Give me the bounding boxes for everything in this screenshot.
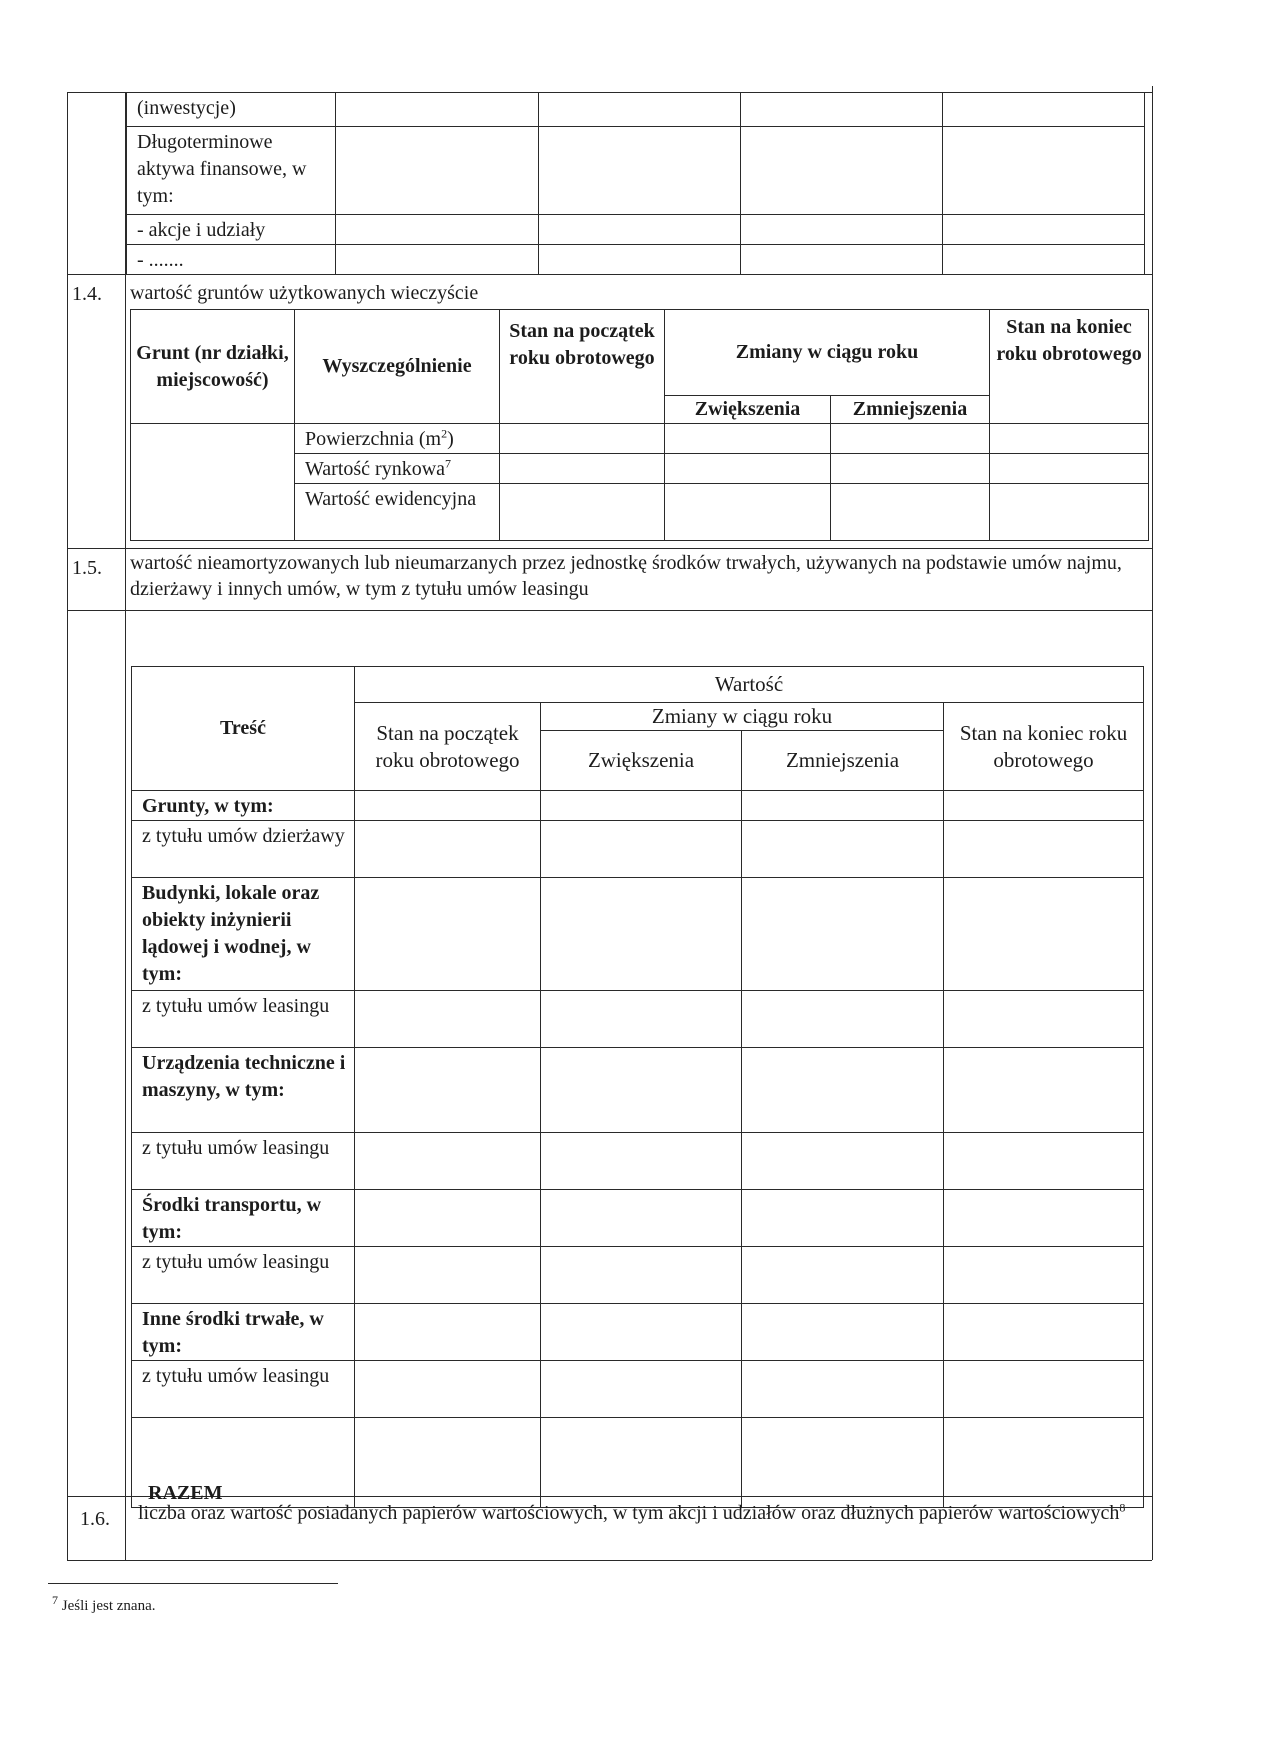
value-cell bbox=[541, 1247, 742, 1304]
header-grunt: Grunt (nr działki, miejscowość) bbox=[131, 310, 295, 424]
header-wyszczegolnienie: Wyszczególnienie bbox=[295, 310, 500, 424]
value-cell bbox=[742, 821, 944, 878]
land-cell bbox=[990, 424, 1149, 454]
value-cell bbox=[944, 1190, 1144, 1247]
value-cell bbox=[541, 1048, 742, 1133]
row-powierzchnia-sup: 2 bbox=[441, 426, 448, 441]
frame-bottom-line bbox=[67, 1560, 1152, 1561]
value-cell bbox=[944, 1418, 1144, 1508]
row-label: Inne środki trwałe, w tym: bbox=[132, 1304, 355, 1361]
land-cell bbox=[831, 424, 990, 454]
value-cell bbox=[944, 1247, 1144, 1304]
top-cell bbox=[336, 93, 539, 127]
row-label: Urządzenia techniczne i maszyny, w tym: bbox=[132, 1048, 355, 1133]
value-cell bbox=[355, 1190, 541, 1247]
value-cell bbox=[541, 1304, 742, 1361]
value-cell bbox=[944, 1361, 1144, 1418]
value-cell bbox=[355, 878, 541, 991]
value-cell bbox=[742, 991, 944, 1048]
top-cell bbox=[741, 245, 943, 275]
value-cell bbox=[944, 878, 1144, 991]
header-zwiekszenia: Zwiększenia bbox=[541, 731, 742, 791]
top-cell bbox=[943, 93, 1145, 127]
footnote bbox=[52, 1593, 156, 1615]
footnote-mark: 7 bbox=[52, 1593, 58, 1607]
value-cell bbox=[742, 878, 944, 991]
value-cell bbox=[944, 991, 1144, 1048]
row-label: Budynki, lokale oraz obiekty inżynierii lądowej i wodnej, w tym: bbox=[132, 878, 355, 991]
header-zmiany: Zmiany w ciągu roku bbox=[541, 703, 944, 731]
land-cell bbox=[500, 424, 665, 454]
value-cell bbox=[742, 1048, 944, 1133]
header-zmniejszenia: Zmniejszenia bbox=[831, 396, 990, 424]
header-zmiany: Zmiany w ciągu roku bbox=[665, 310, 990, 396]
value-cell bbox=[355, 1361, 541, 1418]
footnote-separator bbox=[48, 1583, 338, 1584]
row-wartosc-ewidencyjna: Wartość ewidencyjna bbox=[295, 484, 500, 541]
land-cell bbox=[665, 484, 831, 541]
top-cell bbox=[336, 215, 539, 245]
section-title: wartość gruntów użytkowanych wieczyście bbox=[130, 282, 479, 304]
top-row-label: - ....... bbox=[127, 245, 336, 275]
row-label: Grunty, w tym: bbox=[132, 791, 355, 821]
header-stan-poczatek: Stan na początek roku obrotowego bbox=[355, 703, 541, 791]
land-cell bbox=[500, 454, 665, 484]
value-cell bbox=[541, 1361, 742, 1418]
row-label: z tytułu umów leasingu bbox=[132, 1361, 355, 1418]
value-cell bbox=[742, 791, 944, 821]
header-stan-koniec: Stan na koniec roku obrotowego bbox=[944, 703, 1144, 791]
header-zmniejszenia: Zmniejszenia bbox=[742, 731, 944, 791]
row-wartosc-rynkowa-text: Wartość rynkowa bbox=[305, 458, 446, 480]
left-frame-line bbox=[67, 92, 68, 1560]
row-wartosc-rynkowa bbox=[295, 454, 500, 484]
land-cell bbox=[831, 484, 990, 541]
land-cell bbox=[665, 454, 831, 484]
row-powierzchnia bbox=[295, 424, 500, 454]
land-cell bbox=[665, 424, 831, 454]
section-number: 1.5. bbox=[72, 557, 102, 579]
value-cell bbox=[541, 821, 742, 878]
value-cell bbox=[355, 791, 541, 821]
section-title: wartość nieamortyzowanych lub nieumarzanych przez jednostkę środków trwałych, używanych na podstawie umów najmu, dzierżawy i innych umów, w tym z tytułu umów leasingu bbox=[130, 552, 1122, 600]
right-frame-line bbox=[1152, 86, 1153, 1560]
value-cell bbox=[541, 1190, 742, 1247]
value-cell bbox=[541, 878, 742, 991]
top-cell bbox=[741, 93, 943, 127]
land-table bbox=[130, 309, 1149, 541]
row-label: z tytułu umów leasingu bbox=[132, 991, 355, 1048]
header-stan-poczatek: Stan na początek roku obrotowego bbox=[500, 310, 665, 424]
land-cell bbox=[500, 484, 665, 541]
header-tresc: Treść bbox=[132, 667, 355, 791]
header-zwiekszenia: Zwiększenia bbox=[665, 396, 831, 424]
value-cell bbox=[944, 791, 1144, 821]
value-cell bbox=[541, 991, 742, 1048]
value-cell bbox=[355, 1304, 541, 1361]
value-cell bbox=[742, 1190, 944, 1247]
top-cell bbox=[539, 127, 741, 215]
top-cell bbox=[336, 245, 539, 275]
grunt-cell bbox=[131, 424, 295, 541]
value-cell bbox=[944, 1048, 1144, 1133]
num-col-line bbox=[125, 92, 126, 1560]
land-cell bbox=[831, 454, 990, 484]
top-cell bbox=[943, 215, 1145, 245]
value-cell bbox=[355, 821, 541, 878]
top-cell bbox=[943, 245, 1145, 275]
value-cell bbox=[742, 1304, 944, 1361]
section-number: 1.4. bbox=[72, 283, 102, 305]
row-powierzchnia-text: Powierzchnia (m bbox=[305, 428, 442, 450]
value-cell bbox=[742, 1418, 944, 1508]
top-cell bbox=[943, 127, 1145, 215]
value-cell bbox=[541, 1418, 742, 1508]
top-cell bbox=[741, 215, 943, 245]
row-label: z tytułu umów leasingu bbox=[132, 1133, 355, 1190]
section-number: 1.6. bbox=[80, 1508, 110, 1530]
top-row-label: Długoterminowe aktywa finansowe, w tym: bbox=[127, 127, 336, 215]
value-cell bbox=[355, 991, 541, 1048]
section-title bbox=[138, 1500, 1138, 1526]
value-cell bbox=[742, 1361, 944, 1418]
row-wartosc-rynkowa-sup: 7 bbox=[445, 456, 452, 471]
frame-line-15 bbox=[67, 548, 1152, 549]
top-cell bbox=[539, 245, 741, 275]
fixed-assets-table bbox=[131, 666, 1144, 1508]
row-label-razem: RAZEM bbox=[132, 1418, 355, 1508]
top-cell bbox=[741, 127, 943, 215]
header-wartosc: Wartość bbox=[355, 667, 1144, 703]
land-cell bbox=[990, 454, 1149, 484]
section-title-sup: 8 bbox=[1119, 1500, 1126, 1515]
frame-line-15b bbox=[67, 610, 1152, 611]
top-row-label: - akcje i udziały bbox=[127, 215, 336, 245]
value-cell bbox=[742, 1133, 944, 1190]
top-cell bbox=[539, 215, 741, 245]
footnote-text: Jeśli jest znana. bbox=[58, 1598, 156, 1614]
section-title-text: liczba oraz wartość posiadanych papierów wartościowych, w tym akcji i udziałów oraz dłużnych papierów wartościowych bbox=[138, 1502, 1120, 1524]
row-label: Środki transportu, w tym: bbox=[132, 1190, 355, 1247]
value-cell bbox=[541, 791, 742, 821]
value-cell bbox=[355, 1048, 541, 1133]
header-stan-koniec: Stan na koniec roku obrotowego bbox=[990, 310, 1149, 424]
top-row-label: (inwestycje) bbox=[127, 93, 336, 127]
value-cell bbox=[541, 1133, 742, 1190]
land-cell bbox=[990, 484, 1149, 541]
value-cell bbox=[944, 1304, 1144, 1361]
row-label: z tytułu umów dzierżawy bbox=[132, 821, 355, 878]
value-cell bbox=[355, 1418, 541, 1508]
row-label: z tytułu umów leasingu bbox=[132, 1247, 355, 1304]
top-cell bbox=[539, 93, 741, 127]
top-table bbox=[126, 92, 1145, 275]
top-cell bbox=[336, 127, 539, 215]
value-cell bbox=[742, 1247, 944, 1304]
value-cell bbox=[944, 1133, 1144, 1190]
row-powierzchnia-end: ) bbox=[447, 428, 454, 450]
value-cell bbox=[355, 1247, 541, 1304]
value-cell bbox=[355, 1133, 541, 1190]
value-cell bbox=[944, 821, 1144, 878]
